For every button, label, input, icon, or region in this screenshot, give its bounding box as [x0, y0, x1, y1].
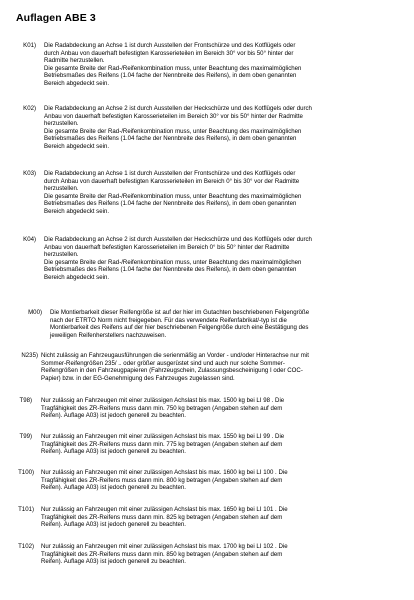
condition-text: [44, 236, 312, 282]
condition-code: T102): [18, 543, 34, 550]
condition-text: [44, 170, 301, 216]
text-line: Tragfähigkeit des ZR-Reifens muss dann min. 850 kg betragen (Angaben stehen auf dem: [41, 550, 283, 558]
text-line: Reifen). Auflage A03) ist jedoch generell zu beachten.: [41, 484, 186, 492]
condition-code: N235): [21, 352, 38, 359]
condition-code: T98): [19, 397, 32, 404]
text-line: Tragfähigkeit des ZR-Reifens muss dann min. 800 kg betragen (Angaben stehen auf dem: [41, 476, 283, 484]
text-line: Die Radabdeckung an Achse 1 ist durch Ausstellen der Frontschürze und des Kotflügels oder: [44, 170, 296, 177]
text-line: nach der ETRTO Norm nicht freigegeben. Für das verwendete Reifenfabrikat/-typ ist die: [50, 316, 287, 324]
condition-text: [41, 506, 288, 529]
condition-text: [44, 105, 312, 151]
text-line: durch Anbau von dauerhaft befestigten Karosserieteilen im Bereich 30° vor bis 50° hinter der: [44, 49, 294, 57]
text-line: Montierbarkeit des Reifens auf der hier beschriebenen Felgengröße durch eine Bestätigung des: [50, 324, 309, 332]
text-line: Tragfähigkeit des ZR-Reifens muss dann min. 775 kg betragen (Angaben stehen auf dem: [41, 440, 283, 448]
text-line: herzustellen.: [44, 120, 79, 128]
text-line: Bereich abgedeckt sein.: [44, 273, 110, 281]
text-line: Reifen). Auflage A03) ist jedoch generell zu beachten.: [41, 448, 186, 456]
text-line: Tragfähigkeit des ZR-Reifens muss dann min. 825 kg betragen (Angaben stehen auf dem: [41, 513, 283, 521]
text-line: Bereich abgedeckt sein.: [44, 142, 110, 150]
text-line: Betriebsmaßes des Reifens (1.04 fache der Nennbreite des Reifens), in dem oben genannten: [44, 135, 297, 143]
text-line: Reifen). Auflage A03) ist jedoch generell zu beachten.: [41, 521, 186, 529]
condition-text: [41, 543, 288, 566]
text-line: Anbau von dauerhaft befestigten Karosserieteilen im Bereich 30° vor bis 50° hinter der Radmitte: [44, 112, 303, 120]
text-line: Nur zulässig an Fahrzeugen mit einer zulässigen Achslast bis max. 1500 kg bei LI 98 . Die: [41, 397, 285, 404]
text-line: Die Montierbarkeit dieser Reifengröße ist auf der hier im Gutachten beschriebenen Felgengröße: [50, 309, 310, 316]
condition-code: K03): [23, 170, 36, 177]
text-line: Betriebsmaßes des Reifens (1.04 fache der Nennbreite des Reifens), in dem oben genannten: [44, 200, 297, 208]
text-line: Reifengrößen in den Fahrzeugpapieren (Fahrzeugschein, Zulassungsbescheinigung I oder COC-: [41, 367, 303, 375]
condition-code: K02): [23, 105, 36, 112]
condition-text: [50, 309, 309, 339]
text-line: Reifen). Auflage A03) ist jedoch generell zu beachten.: [41, 558, 186, 566]
condition-code: K01): [23, 42, 36, 49]
text-line: Nur zulässig an Fahrzeugen mit einer zulässigen Achslast bis max. 1700 kg bei LI 102 . Die: [41, 543, 288, 550]
text-line: Die Radabdeckung an Achse 2 ist durch Ausstellen der Heckschürze und des Kotflügels oder durch: [44, 105, 312, 112]
text-line: herzustellen.: [44, 251, 79, 259]
condition-text: [41, 469, 288, 492]
text-line: Die gesamte Breite der Rad-/Reifenkombination muss, unter Beachtung des maximalmöglichen: [44, 127, 302, 135]
page-title: Auflagen ABE 3: [16, 12, 96, 24]
text-line: Radmitte herzustellen.: [44, 57, 105, 65]
text-line: Reifen). Auflage A03) ist jedoch generell zu beachten.: [41, 412, 186, 420]
text-line: Betriebsmaßes des Reifens (1.04 fache der Nennbreite des Reifens), in dem oben genannten: [44, 72, 297, 80]
condition-code: K04): [23, 236, 36, 243]
text-line: Nicht zulässig an Fahrzeugausführungen die serienmäßig an Vorder - und/oder Hinterachse nur mit: [41, 352, 309, 359]
condition-text: [41, 397, 284, 420]
text-line: Die gesamte Breite der Rad-/Reifenkombination muss, unter Beachtung des maximalmöglichen: [44, 64, 302, 72]
text-line: Bereich abgedeckt sein.: [44, 79, 110, 87]
text-line: Papier) bzw. in der EG-Genehmigung des Fahrzeuges zugelassen sind.: [41, 374, 235, 382]
text-line: Die Radabdeckung an Achse 2 ist durch Ausstellen der Heckschürze und des Kotflügels oder durch: [44, 236, 312, 243]
text-line: durch Anbau von dauerhaft befestigten Karosserieteilen im Bereich 0° bis 30° vor der Radmitte: [44, 177, 300, 185]
text-line: Betriebsmaßes des Reifens (1.04 fache der Nennbreite des Reifens), in dem oben genannten: [44, 266, 297, 274]
text-line: jeweiligen Reifenherstellers nachzuweisen.: [50, 331, 167, 339]
text-line: Nur zulässig an Fahrzeugen mit einer zulässigen Achslast bis max. 1550 kg bei LI 99 . Die: [41, 433, 285, 440]
condition-code: T99): [19, 433, 32, 440]
text-line: Die Radabdeckung an Achse 1 ist durch Ausstellen der Frontschürze und des Kotflügels oder: [44, 42, 296, 49]
text-line: Die gesamte Breite der Rad-/Reifenkombination muss, unter Beachtung des maximalmöglichen: [44, 192, 302, 200]
text-line: Nur zulässig an Fahrzeugen mit einer zulässigen Achslast bis max. 1650 kg bei LI 101 . Die: [41, 506, 288, 513]
text-line: herzustellen.: [44, 185, 79, 193]
condition-text: [44, 42, 301, 88]
condition-code: T100): [18, 469, 34, 476]
text-line: Die gesamte Breite der Rad-/Reifenkombination muss, unter Beachtung des maximalmöglichen: [44, 258, 302, 266]
text-line: Bereich abgedeckt sein.: [44, 207, 110, 215]
text-line: Tragfähigkeit des ZR-Reifens muss dann min. 750 kg betragen (Angaben stehen auf dem: [41, 404, 283, 412]
condition-text: [41, 433, 284, 456]
text-line: Anbau von dauerhaft befestigten Karosserieteilen im Bereich 0° bis 50° hinter der Radmitte: [44, 243, 290, 251]
condition-text: [41, 352, 309, 382]
condition-code: M00): [28, 309, 42, 316]
condition-code: T101): [18, 506, 34, 513]
text-line: Sommer-Reifengrößen 235/ .. oder größer ausgerüstet sind und auch nur solche Sommer-: [41, 359, 285, 367]
text-line: Nur zulässig an Fahrzeugen mit einer zulässigen Achslast bis max. 1600 kg bei LI 100 . Die: [41, 469, 288, 476]
